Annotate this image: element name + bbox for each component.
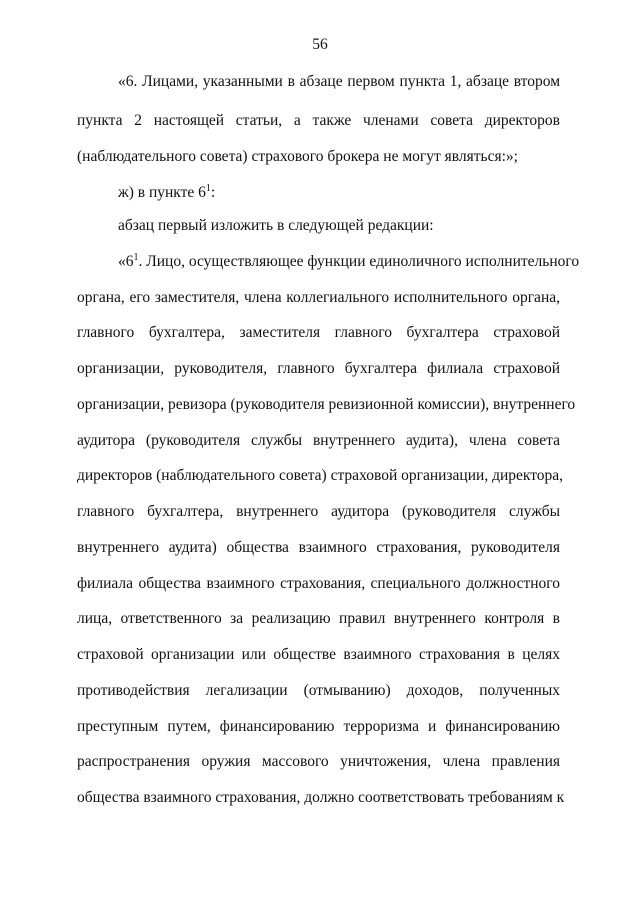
para4-line-1 [118,251,580,273]
para3-line: абзац первый изложить в следующей редакции: [118,217,434,234]
para4-line-12: страховой организации или обществе взаимного страхования в целях [77,646,560,663]
para4-line-2: органа, его заместителя, члена коллегиального исполнительного органа, [77,289,560,306]
para1-line-1: «6. Лицами, указанными в абзаце первом пункта 1, абзаце втором [118,73,560,90]
page-number: 56 [312,36,328,53]
para4-line-15: распространения оружия массового уничтожения, члена правления [77,753,560,770]
para4-line-5: организации, ревизора (руководителя ревизионной комиссии), внутреннего [77,396,576,413]
para4-line-11: лица, ответственного за реализацию правил внутреннего контроля в [77,610,560,627]
para1-line-3: (наблюдательного совета) страхового брокера не могут являться:»; [77,148,518,165]
para2-superscript: 1 [205,183,211,194]
para4-line-10: филиала общества взаимного страхования, специального должностного [77,575,560,592]
para4-line-3: главного бухгалтера, заместителя главного бухгалтера страховой [77,324,560,341]
para4-line-6: аудитора (руководителя службы внутреннего аудита), члена совета [77,432,560,449]
para4-line-13: противодействия легализации (отмыванию) доходов, полученных [77,682,560,699]
para4-first-rest: . Лицо, осуществляющее функции единоличного исполнительного [138,253,580,270]
para1-line-2: пункта 2 настоящей статьи, а также членами совета директоров [77,112,560,129]
para2-prefix: ж) в пункте 6 [118,184,206,201]
para2-line [118,182,560,204]
para4-superscript: 1 [133,252,139,263]
para4-line-14: преступным путем, финансированию терроризма и финансированию [77,718,560,735]
para4-line-8: главного бухгалтера, внутреннего аудитора (руководителя службы [77,503,560,520]
para4-first-prefix: «6 [118,253,134,270]
para4-line-16: общества взаимного страхования, должно соответствовать требованиям к [77,789,565,806]
para4-line-4: организации, руководителя, главного бухгалтера филиала страховой [77,360,560,377]
para4-line-7: директоров (наблюдательного совета) страховой организации, директора, [77,467,564,484]
para4-line-9: внутреннего аудита) общества взаимного страхования, руководителя [77,539,560,556]
para2-suffix: : [210,184,216,201]
